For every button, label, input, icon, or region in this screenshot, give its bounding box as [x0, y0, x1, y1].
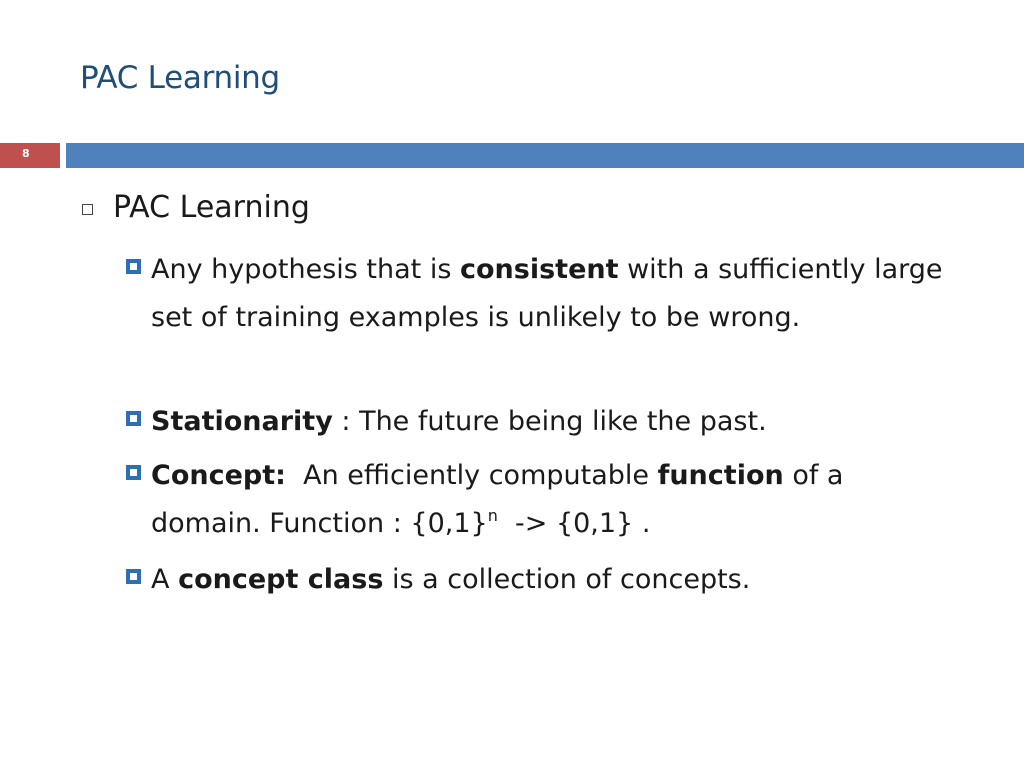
text-span: : The future being like the past.: [332, 406, 767, 437]
square-bullet-icon: [126, 411, 141, 426]
text-span: of a domain. Function : {0,1}: [151, 460, 844, 539]
text-span: An efficiently computable: [285, 460, 658, 491]
bold-term: function: [657, 460, 784, 491]
bold-term: concept class: [178, 564, 384, 595]
slide-title: PAC Learning: [80, 60, 280, 96]
bullet-hypothesis: [126, 246, 956, 342]
text-span: is a collection of concepts.: [383, 564, 751, 595]
square-bullet-icon: [126, 465, 141, 480]
slide-number-block: [0, 143, 60, 168]
bullet-level1: [82, 190, 310, 225]
superscript: n: [487, 506, 498, 525]
bullet-level1-text: PAC Learning: [113, 190, 310, 225]
bullet-stationarity: [126, 398, 956, 446]
header-divider-bar: [66, 143, 1024, 168]
bold-term: Stationarity: [151, 406, 333, 437]
text-span: Any hypothesis that is: [151, 254, 460, 285]
square-bullet-icon: [126, 259, 141, 274]
text-span: -> {0,1} .: [497, 508, 651, 539]
bullet-concept-class: [126, 556, 956, 604]
bullet-stationarity-text: [151, 398, 956, 446]
bold-term: Concept:: [151, 460, 286, 491]
hollow-square-icon: [82, 204, 93, 215]
slide-number: 8: [22, 147, 30, 160]
text-span: A: [151, 564, 179, 595]
bullet-concept-class-text: [151, 556, 956, 604]
bullet-concept: [126, 452, 956, 548]
bold-term: consistent: [459, 254, 619, 285]
text-span: with a sufficiently large set of training examples is unlikely to be wrong.: [151, 254, 943, 333]
bullet-concept-text: [151, 452, 956, 548]
bullet-hypothesis-text: [151, 246, 956, 342]
square-bullet-icon: [126, 569, 141, 584]
